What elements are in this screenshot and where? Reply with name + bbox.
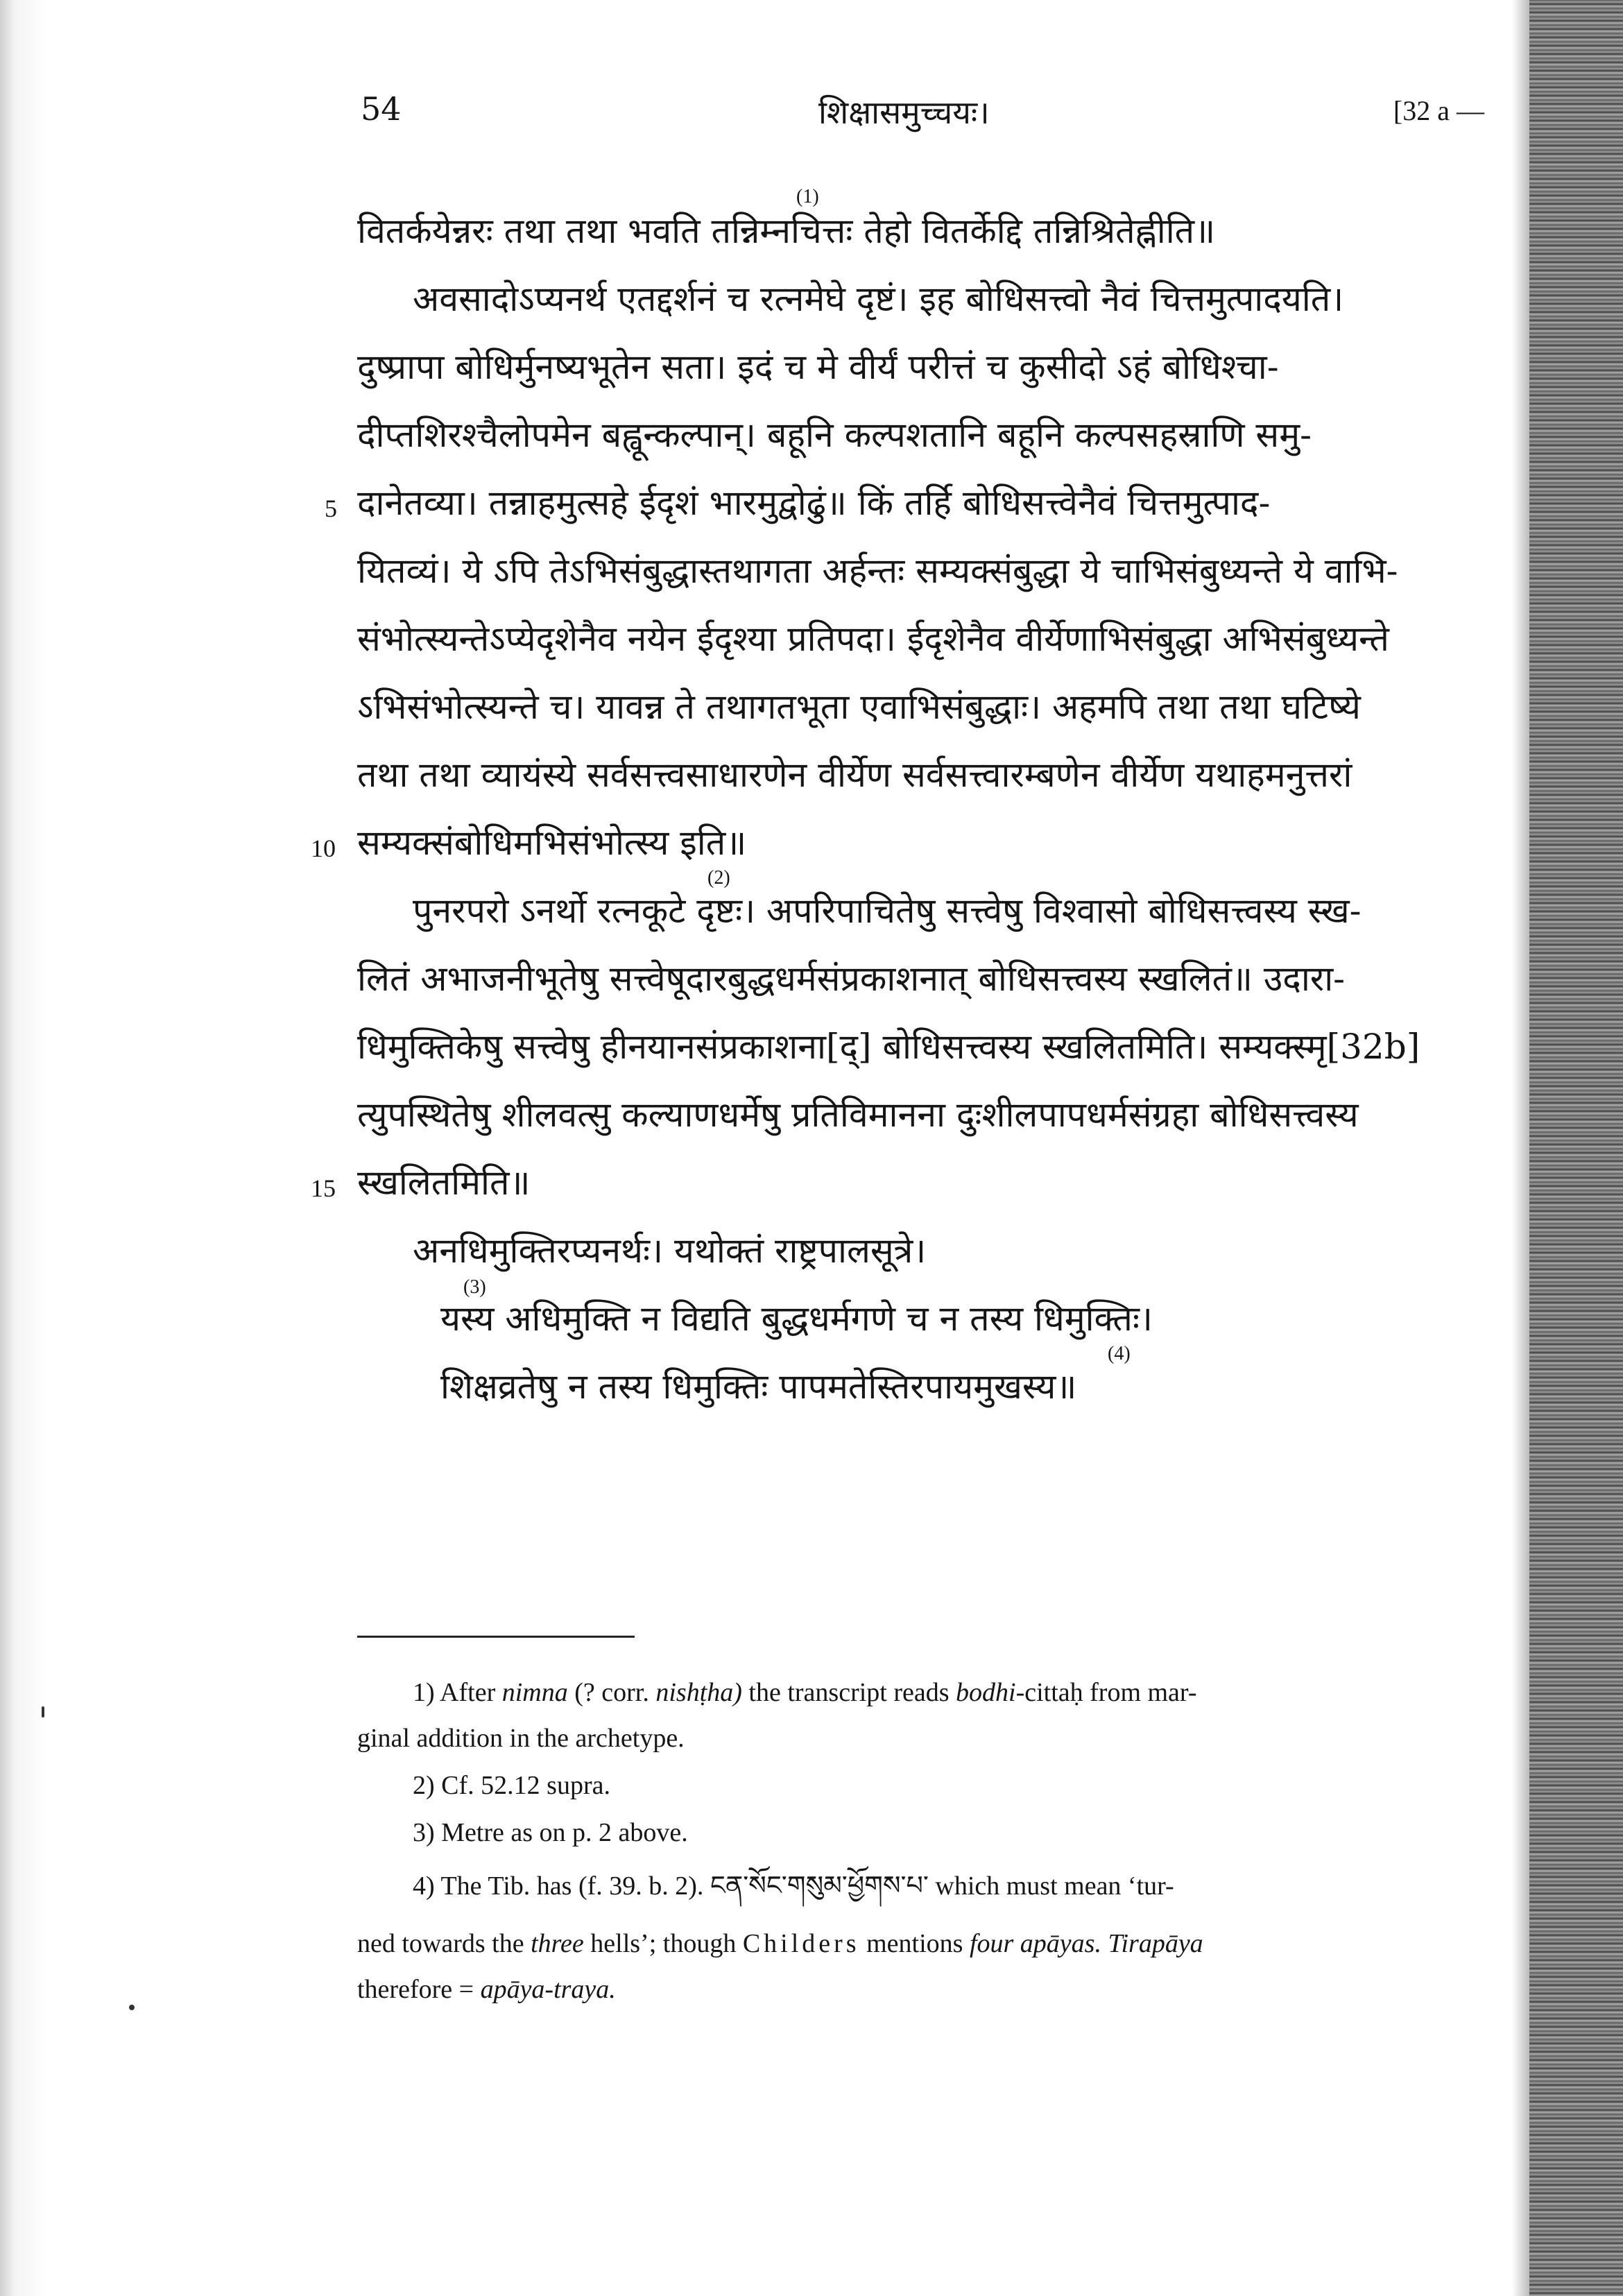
- scan-speck: [42, 1706, 44, 1717]
- line-number-15: 15: [311, 1174, 336, 1202]
- fn4-l3a: therefore =: [357, 1975, 481, 2004]
- fn1-c: (? corr.: [567, 1678, 656, 1707]
- verse-line-2: शिक्षव्रतेषु न तस्य धिमुक्तिः पापमतेस्तिरपायमुखस्य॥: [440, 1367, 1077, 1407]
- footnote-ref-2: (2): [707, 867, 730, 889]
- fn1-b: nimna: [501, 1678, 568, 1707]
- fn1-g: -cittaḥ from mar-: [1015, 1678, 1197, 1707]
- text-line-16: अनधिमुक्तिरप्यनर्थः। यथोक्तं राष्ट्रपालसूत्रे।: [413, 1231, 927, 1271]
- footnote-2: 2) Cf. 52.12 supra.: [413, 1771, 610, 1800]
- footnote-4-line-2: [357, 1924, 1203, 1963]
- fn4-l2d: Childers: [742, 1929, 860, 1958]
- line-number-10: 10: [311, 834, 336, 862]
- footnote-4-line-3: [357, 1970, 616, 2009]
- text-line-9: तथा तथा व्यायंस्ये सर्वसत्त्वसाधारणेन वीर्येण सर्वसत्त्वारम्बणेन वीर्येण यथाहमनुत्तरां: [357, 755, 1352, 795]
- text-line-8: ऽभिसंभोत्स्यन्ते च। यावन्न ते तथागतभूता एवाभिसंबुद्धाः। अहमपि तथा तथा घटिष्ये: [357, 687, 1361, 727]
- running-title: शिक्षासमुच्चयः।: [818, 94, 990, 131]
- text-line-5: दानेतव्या। तन्नाहमुत्सहे ईदृशं भारमुद्वोढुं॥ किं तर्हि बोधिसत्त्वेनैवं चित्तमुत्पाद-: [357, 483, 1271, 523]
- fn4-a: 4) The Tib. has (f. 39. b. 2).: [413, 1871, 710, 1901]
- footnote-3: 3) Metre as on p. 2 above.: [413, 1818, 688, 1847]
- fn4-l2c: hells’; though: [583, 1929, 743, 1958]
- text-line-4: दीप्तशिरश्चैलोपमेन बह्वून्कल्पान्। बहूनि कल्पशतानि बहूनि कल्पसहस्राणि समु-: [357, 415, 1312, 455]
- text-line-11: पुनरपरो ऽनर्थो रत्नकूटे दृष्टः। अपरिपाचितेषु सत्त्वेषु विश्वासो बोधिसत्त्वस्य स्ख-: [413, 891, 1362, 931]
- fn4-b: which must mean ‘tur-: [928, 1871, 1174, 1901]
- fn4-l2a: ned towards the: [357, 1929, 531, 1958]
- footnote-1-line-2: ginal addition in the archetype.: [357, 1724, 685, 1753]
- text-line-14: त्युपस्थितेषु शीलवत्सु कल्याणधर्मेषु प्रतिविमानना दुःशीलपापधर्मसंग्रहा बोधिसत्त्वस्य: [357, 1095, 1359, 1135]
- fn4-l2f: four apāyas. Tirapāya: [969, 1929, 1203, 1958]
- footnote-ref-3: (3): [463, 1276, 486, 1298]
- fn1-f: bodhi: [956, 1678, 1016, 1707]
- text-line-15: स्खलितमिति॥: [357, 1163, 531, 1203]
- text-line-10: सम्यक्संबोधिमभिसंभोत्स्य इति॥: [357, 823, 747, 863]
- text-line-7: संभोत्स्यन्तेऽप्येदृशेनैव नयेन ईदृश्या प्रतिपदा। ईदृशेनैव वीर्येणाभिसंबुद्धा अभिसंबुध्यन्ते: [357, 619, 1389, 659]
- fn1-e: the transcript reads: [741, 1678, 956, 1707]
- line-number-5: 5: [325, 495, 337, 522]
- footnote-rule: [357, 1636, 635, 1638]
- fn4-tibetan: ངན་སོང་གསུམ་ཕྱོགས་པ་: [710, 1870, 929, 1901]
- fn4-l2e: mentions: [859, 1929, 970, 1958]
- fn1-a: 1) After: [413, 1678, 502, 1707]
- scan-speck: [129, 2005, 135, 2010]
- page-number: 54: [361, 90, 402, 128]
- text-line-13: धिमुक्तिकेषु सत्त्वेषु हीनयानसंप्रकाशना[द्] बोधिसत्त्वस्य स्खलितमिति। सम्यक्स्मृ[32b]: [357, 1027, 1420, 1067]
- footnote-ref-4: (4): [1108, 1343, 1131, 1364]
- text-line-2: अवसादोऽप्यनर्थ एतद्दर्शनं च रत्नमेघे दृष्टं। इह बोधिसत्त्वो नैवं चित्तमुत्पादयति।: [413, 279, 1344, 319]
- footnote-4: [413, 1866, 1174, 1905]
- footnote-ref-1: (1): [796, 186, 819, 207]
- folio-reference: [32 a —: [1393, 95, 1484, 126]
- text-line-12: लितं अभाजनीभूतेषु सत्त्वेषूदारबुद्धधर्मसंप्रकाशनात् बोधिसत्त्वस्य स्खलितं॥ उदारा-: [357, 959, 1346, 999]
- fn4-l2b: three: [531, 1929, 584, 1958]
- scan-left-edge: [0, 0, 49, 2296]
- page-header: [361, 83, 1484, 146]
- text-line-6: यितव्यं। ये ऽपि तेऽभिसंबुद्धास्तथागता अर्हन्तः सम्यक्संबुद्धा ये चाभिसंबुध्यन्ते ये वाभि-: [357, 551, 1398, 591]
- verse-line-1: यस्य अधिमुक्ति न विद्यति बुद्धधर्मगणे च न तस्य धिमुक्तिः।: [440, 1299, 1153, 1339]
- text-line-3: दुष्प्रापा बोधिर्मुनष्यभूतेन सता। इदं च मे वीर्यं परीत्तं च कुसीदो ऽहं बोधिश्चा-: [357, 347, 1279, 387]
- footnote-1: [413, 1673, 1196, 1712]
- fn1-d: nishṭha): [655, 1678, 742, 1707]
- scan-binding-edge: [1529, 0, 1623, 2296]
- text-line-1: वितर्कयेन्नरः तथा तथा भवति तन्निम्नचित्तः तेहो वितर्केद्दि तन्निश्रितेह्नीति॥: [357, 211, 1216, 251]
- fn4-l3b: apāya-traya.: [480, 1975, 616, 2004]
